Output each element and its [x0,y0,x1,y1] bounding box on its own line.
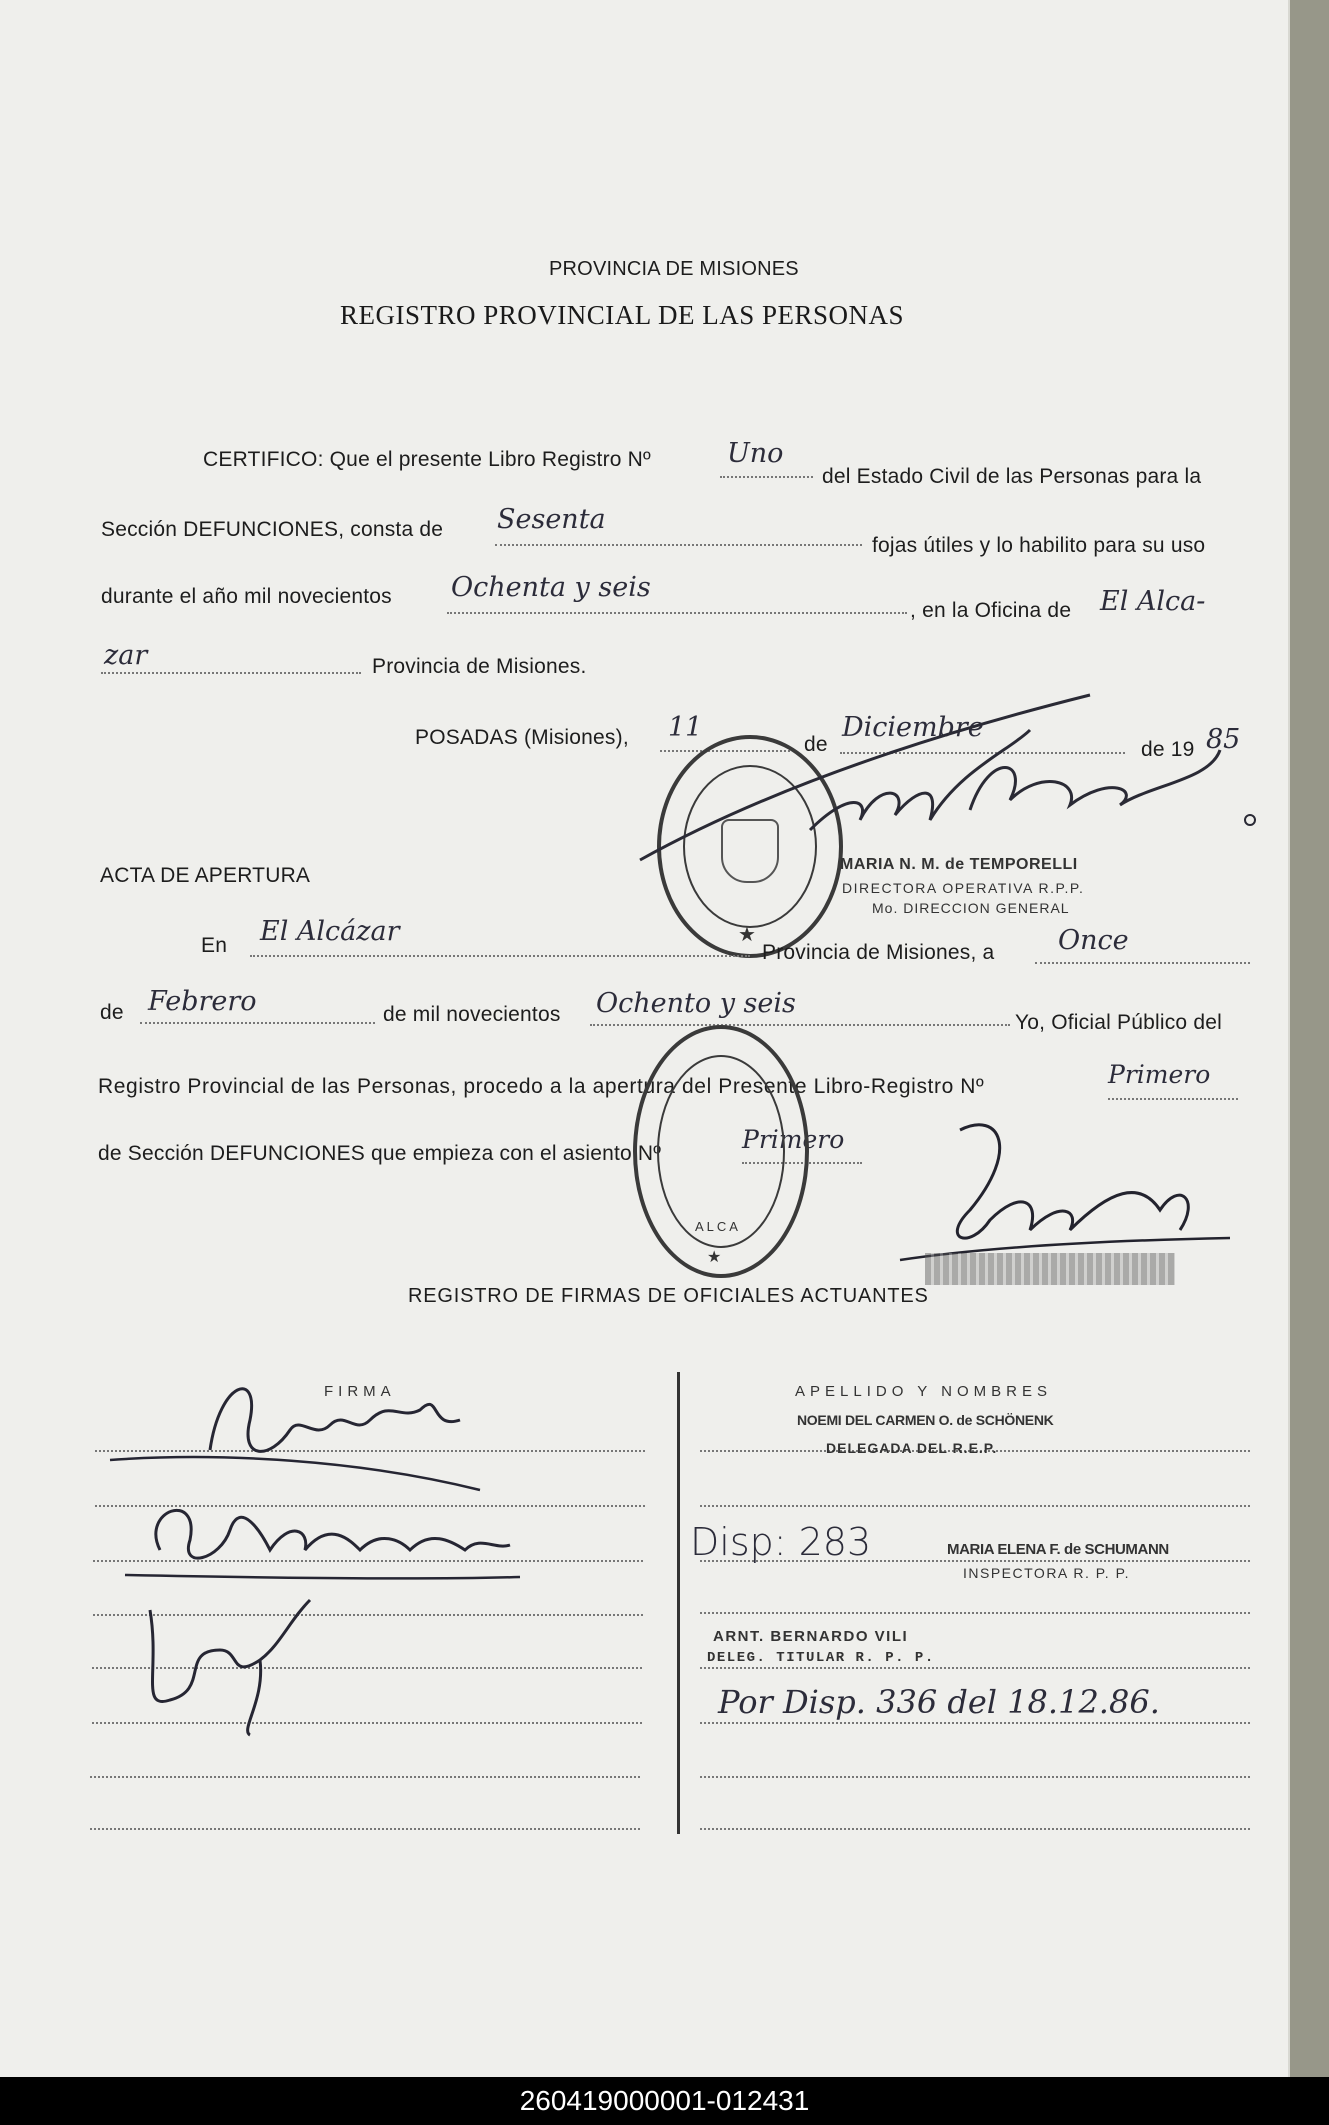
firmas-title: REGISTRO DE FIRMAS DE OFICIALES ACTUANTES [408,1285,929,1307]
cert-date-de19: de 19 [1141,738,1195,761]
nombre-row-line [700,1776,1250,1778]
nombre-row-line [700,1667,1250,1669]
cert-year-field [447,612,907,614]
cert-line3-a: durante el año mil novecientos [101,585,392,608]
column-divider [677,1372,680,1834]
cert-date-year: 85 [1206,724,1241,755]
cert-office-2: zar [104,640,148,671]
acta-month-field [140,1022,375,1024]
cert-date-place: POSADAS (Misiones), [415,726,629,749]
acta-month: Febrero [148,986,257,1017]
firma-signature-3 [120,1590,340,1740]
cert-libro-no: Uno [727,438,784,469]
stamp-star-icon: ★ [738,924,756,946]
cert-date-de: de [804,733,828,756]
acta-prov: Provincia de Misiones, a [762,941,995,964]
acta-line4: de Sección DEFUNCIONES que empieza con el asiento Nº [98,1142,662,1165]
cert-office-1: El Alca- [1100,586,1206,617]
officer-signature [880,1120,1240,1270]
acta-line3: Registro Provincial de las Personas, procedo a la apertura del Presente Libro-Registro Nº [98,1075,985,1098]
office-stamp-star-icon: ★ [707,1249,722,1266]
acta-place-field [250,955,750,957]
office-round-stamp [633,1025,809,1278]
cert-line1-b: del Estado Civil de las Personas para la [822,465,1202,488]
firma-row-line [90,1828,640,1830]
acta-title: ACTA DE APERTURA [100,864,311,887]
firma-row-line [90,1776,640,1778]
cert-date-month: Diciembre [842,712,984,743]
footer-code: 260419000001-012431 [0,2077,1329,2125]
acta-asiento: Primero [742,1125,845,1154]
cert-libro-field [720,476,813,478]
province-heading: PROVINCIA DE MISIONES [549,258,799,280]
cert-year: Ochenta y seis [451,572,651,603]
entry3-handwritten: Por Disp. 336 del 18.12.86. [718,1683,1160,1721]
registry-heading: REGISTRO PROVINCIAL DE LAS PERSONAS [340,300,905,330]
nombre-row-line [700,1505,1250,1507]
entry3-role: DELEG. TITULAR R. P. P. [707,1650,935,1666]
nombre-row-line [700,1828,1250,1830]
office-stamp-bottom-text: ALCA [695,1219,741,1234]
acta-yo: Yo, Oficial Público del [1015,1011,1222,1034]
col-nombres-header: APELLIDO Y NOMBRES [795,1383,1053,1400]
cert-line1-a: CERTIFICO: Que el presente Libro Registro Nº [203,448,651,471]
entry2-handwritten: Disp: 283 [690,1520,872,1564]
entry1-role: DELEGADA DEL R.E.P. [826,1440,998,1456]
director-signature [610,690,1290,910]
cert-date-day: 11 [668,712,703,743]
cert-line2-b: fojas útiles y lo habilito para su uso [872,534,1206,557]
cert-line2-a: Sección DEFUNCIONES, consta de [101,518,444,541]
director-role: DIRECTORA OPERATIVA R.P.P. [842,880,1085,896]
entry2-name: MARIA ELENA F. de SCHUMANN [947,1541,1169,1558]
acta-day-field [1035,962,1250,964]
acta-year: Ochento y seis [596,988,796,1019]
nombre-row-line [700,1612,1250,1614]
director-name: MARIA N. M. de TEMPORELLI [840,856,1078,873]
entry2-role: INSPECTORA R. P. P. [963,1565,1131,1581]
acta-de-mil: de mil novecientos [383,1003,561,1026]
acta-de: de [100,1001,124,1024]
acta-libro: Primero [1108,1060,1211,1089]
cert-line3-b: , en la Oficina de [910,599,1072,622]
director-dept: Mo. DIRECCION GENERAL [872,900,1070,916]
acta-libro-field [1108,1098,1238,1100]
nombre-row-line [700,1722,1250,1724]
col-firma-header: FIRMA [324,1383,396,1400]
cert-line4: Provincia de Misiones. [372,655,587,678]
cert-fojas-field [495,544,862,546]
book-binding-edge [1288,0,1329,2077]
acta-day: Once [1058,925,1129,956]
entry3-name: ARNT. BERNARDO VILI [713,1628,909,1645]
officer-stamp-smudge [925,1253,1175,1285]
cert-office-field [101,672,361,674]
firma-signature-1 [100,1360,500,1500]
firma-signature-2 [120,1480,540,1600]
acta-place: El Alcázar [260,916,400,947]
acta-en: En [201,934,228,957]
cert-fojas: Sesenta [497,504,606,535]
entry1-name: NOEMI DEL CARMEN O. de SCHÖNENK [797,1412,1054,1428]
acta-year-field [590,1024,1010,1026]
